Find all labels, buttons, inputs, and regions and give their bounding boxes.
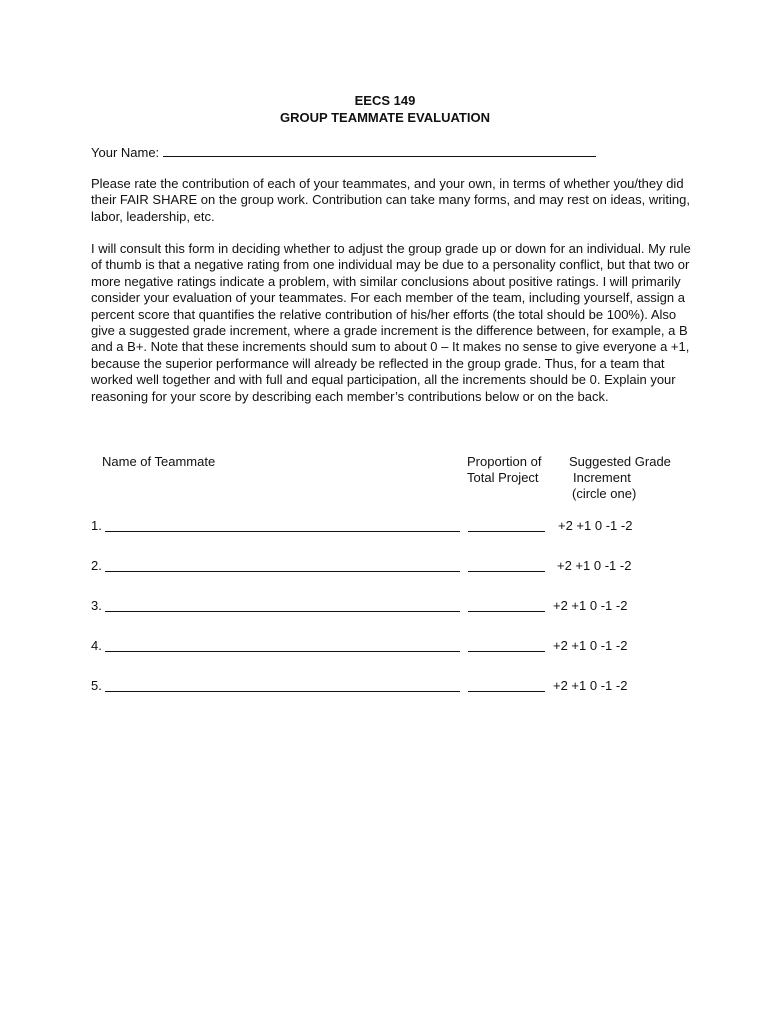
instructions-paragraph: I will consult this form in deciding whether to adjust the group grade up or down for an individual. My rule of thumb is that a negative rating from one individual may be due to a personality conflict, but that two or more negative ratings indicate a problem, with similar conclusions about positive ratings. I will primarily consider your evaluation of your teammates. For each member of the team, including yourself, assign a percent score that quantifies the relative contribution of his/her efforts (the total should be 100%). Also give a suggested grade increment, where a grade increment is the difference between, for example, a B and a B+. Note that these increments should sum to about 0 – It makes no sense to give everyone a +1, because the superior performance will already be reflected in the group grade. Thus, for a team that worked well together and with full and equal participation, all the increments should be 0. Explain your reasoning for your score by describing each member’s contributions below or on the back. (91, 241, 691, 404)
column-header-grade-line: Increment (573, 470, 631, 485)
teammate-name-blank[interactable] (105, 691, 460, 692)
column-header-proportion-line: Total Project (467, 470, 539, 485)
teammate-name-blank[interactable] (105, 611, 460, 612)
grade-increment-options[interactable]: +2 +1 0 -1 -2 (553, 598, 628, 613)
course-number: EECS 149 (354, 93, 416, 108)
your-name-blank[interactable] (163, 143, 596, 157)
proportion-blank[interactable] (468, 531, 545, 532)
row-number: 2. (91, 558, 102, 573)
column-header-grade-line: (circle one) (572, 486, 637, 501)
document-title: GROUP TEAMMATE EVALUATION (280, 110, 490, 125)
column-header-proportion (467, 454, 541, 486)
your-name-label: Your Name: (91, 145, 160, 160)
row-number: 5. (91, 678, 102, 693)
teammate-name-blank[interactable] (105, 651, 460, 652)
grade-increment-options[interactable]: +2 +1 0 -1 -2 (557, 558, 632, 573)
row-number: 3. (91, 598, 102, 613)
column-header-grade-line: Suggested Grade (569, 454, 671, 469)
proportion-blank[interactable] (468, 571, 545, 572)
grade-increment-options[interactable]: +2 +1 0 -1 -2 (553, 638, 628, 653)
teammate-name-blank[interactable] (105, 531, 460, 532)
proportion-blank[interactable] (468, 651, 545, 652)
teammate-name-blank[interactable] (105, 571, 460, 572)
proportion-blank[interactable] (468, 611, 545, 612)
column-header-grade (569, 454, 671, 502)
grade-increment-options[interactable]: +2 +1 0 -1 -2 (553, 678, 628, 693)
column-header-name: Name of Teammate (102, 454, 216, 469)
intro-paragraph: Please rate the contribution of each of your teammates, and your own, in terms of whether you/they did their FAIR SHARE on the group work. Contribution can take many forms, and may rest on ideas, writing, labor, leadership, etc. (91, 176, 690, 224)
grade-increment-options[interactable]: +2 +1 0 -1 -2 (558, 518, 633, 533)
row-number: 1. (91, 518, 102, 533)
your-name-field (91, 143, 596, 161)
proportion-blank[interactable] (468, 691, 545, 692)
row-number: 4. (91, 638, 102, 653)
column-header-proportion-line: Proportion of (467, 454, 542, 469)
